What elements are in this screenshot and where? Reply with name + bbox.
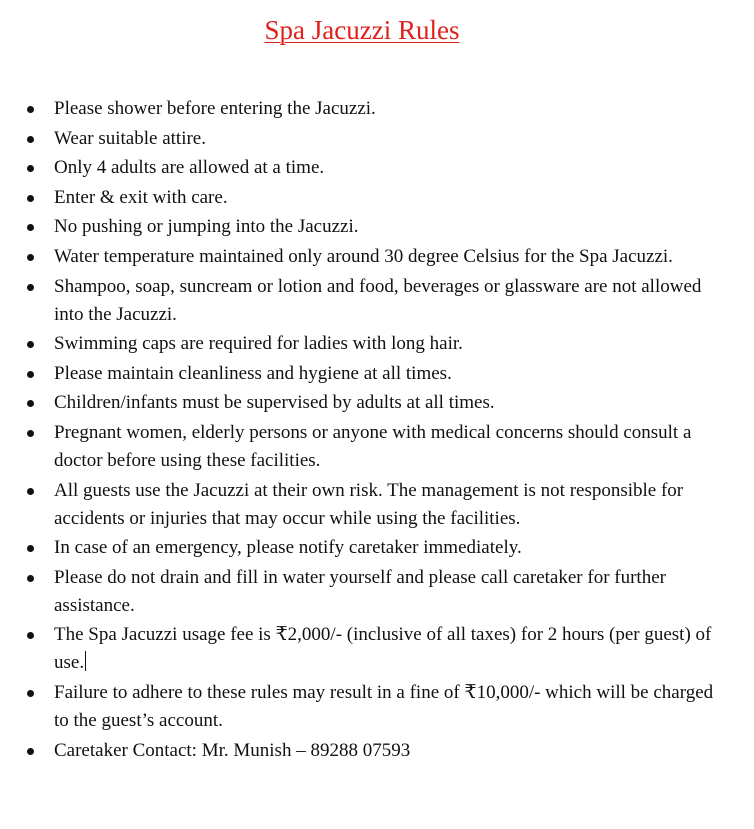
bullet-icon xyxy=(27,430,34,437)
rule-text: Wear suitable attire. xyxy=(54,127,206,149)
rule-text: Pregnant women, elderly persons or anyone with medical concerns should consult a doctor before using these facilities. xyxy=(54,421,692,471)
bullet-icon xyxy=(27,400,34,407)
bullet-icon xyxy=(27,136,34,143)
list-item xyxy=(0,419,730,475)
rule-text: Failure to adhere to these rules may result in a fine of ₹10,000/- which will be charged to the guest’s account. xyxy=(54,681,714,731)
bullet-icon xyxy=(27,284,34,291)
bullet-icon xyxy=(27,106,34,113)
rule-text: Caretaker Contact: Mr. Munish – 89288 07593 xyxy=(54,739,411,761)
list-item xyxy=(0,330,730,358)
list-item xyxy=(0,564,730,620)
bullet-icon xyxy=(27,195,34,202)
bullet-icon xyxy=(27,341,34,348)
list-item xyxy=(0,154,730,182)
list-item xyxy=(0,737,730,765)
rule-text: Shampoo, soap, suncream or lotion and food, beverages or glassware are not allowed into the Jacuzzi. xyxy=(54,275,702,325)
list-item xyxy=(0,213,730,241)
bullet-icon xyxy=(27,224,34,231)
rules-list xyxy=(0,95,730,766)
rule-text: Please maintain cleanliness and hygiene at all times. xyxy=(54,362,452,384)
rule-text: Please do not drain and fill in water yourself and please call caretaker for further assistance. xyxy=(54,566,666,616)
rule-text: In case of an emergency, please notify caretaker immediately. xyxy=(54,537,522,559)
list-item xyxy=(0,679,730,735)
rule-text: Please shower before entering the Jacuzzi. xyxy=(54,98,376,119)
rule-text: Swimming caps are required for ladies with long hair. xyxy=(54,333,463,355)
rule-text: Enter & exit with care. xyxy=(54,186,228,208)
list-item xyxy=(0,95,730,123)
rule-text: Water temperature maintained only around 30 degree Celsius for the Spa Jacuzzi. xyxy=(54,245,673,267)
rule-text: No pushing or jumping into the Jacuzzi. xyxy=(54,216,359,238)
bullet-icon xyxy=(27,488,34,495)
bullet-icon xyxy=(27,632,34,639)
bullet-icon xyxy=(27,575,34,582)
bullet-icon xyxy=(27,748,34,755)
rule-text: Only 4 adults are allowed at a time. xyxy=(54,157,325,179)
bullet-icon xyxy=(27,254,34,261)
list-item xyxy=(0,360,730,388)
rule-text: Children/infants must be supervised by adults at all times. xyxy=(54,392,495,414)
list-item xyxy=(0,621,730,677)
bullet-icon xyxy=(27,165,34,172)
list-item xyxy=(0,125,730,153)
list-item xyxy=(0,389,730,417)
text-cursor xyxy=(85,651,86,671)
bullet-icon xyxy=(27,545,34,552)
list-item xyxy=(0,273,730,329)
bullet-icon xyxy=(27,690,34,697)
list-item xyxy=(0,534,730,562)
list-item xyxy=(0,243,730,271)
rule-text: All guests use the Jacuzzi at their own risk. The management is not responsible for accidents or injuries that may occur while using the facilities. xyxy=(54,479,684,529)
rule-text: The Spa Jacuzzi usage fee is ₹2,000/- (inclusive of all taxes) for 2 hours (per guest) of use. xyxy=(54,624,712,674)
list-item xyxy=(0,477,730,533)
list-item xyxy=(0,184,730,212)
document-title: Spa Jacuzzi Rules xyxy=(264,15,460,45)
bullet-icon xyxy=(27,371,34,378)
